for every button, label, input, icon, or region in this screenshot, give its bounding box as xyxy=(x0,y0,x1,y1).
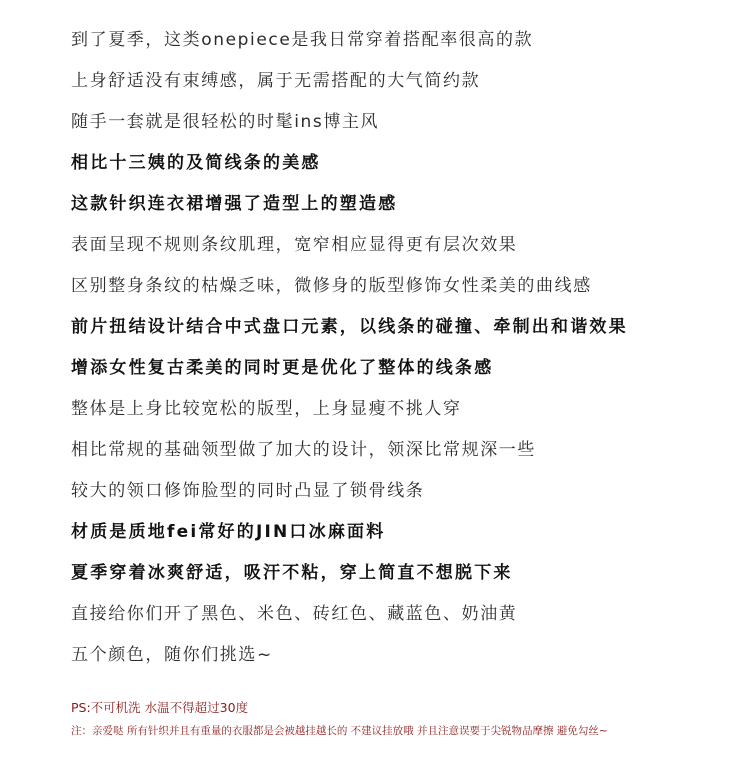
description-line-2: 上身舒适没有束缚感，属于无需搭配的大气简约款 xyxy=(71,71,481,91)
description-line-16: 五个颜色，随你们挑选~ xyxy=(71,645,273,665)
description-line-15: 直接给你们开了黑色、米色、砖红色、藏蓝色、奶油黄 xyxy=(71,604,518,624)
description-line-13: 材质是质地fei常好的JIN口冰麻面料 xyxy=(71,522,386,542)
description-line-11: 相比常规的基础领型做了加大的设计，领深比常规深一些 xyxy=(71,440,536,460)
description-line-7: 区别整身条纹的枯燥乏味，微修身的版型修饰女性柔美的曲线感 xyxy=(71,276,592,296)
care-note-warning: 注：亲爱哒 所有针织并且有重量的衣服都是会被越挂越长的 不建议挂放哦 并且注意误要于尖锐物品摩擦 避免勾丝~ xyxy=(71,725,608,737)
description-line-10: 整体是上身比较宽松的版型，上身显瘦不挑人穿 xyxy=(71,399,462,419)
care-note-ps: PS:不可机洗 水温不得超过30度 xyxy=(71,700,249,715)
description-line-5: 这款针织连衣裙增强了造型上的塑造感 xyxy=(71,194,398,214)
description-line-14: 夏季穿着冰爽舒适，吸汗不粘，穿上简直不想脱下来 xyxy=(71,563,513,583)
description-line-3: 随手一套就是很轻松的时髦ins博主风 xyxy=(71,112,380,132)
description-line-1: 到了夏季，这类onepiece是我日常穿着搭配率很高的款 xyxy=(71,30,534,50)
description-line-4: 相比十三姨的及简线条的美感 xyxy=(71,153,321,173)
description-line-9: 增添女性复古柔美的同时更是优化了整体的线条感 xyxy=(71,358,494,378)
description-line-8: 前片扭结设计结合中式盘口元素，以线条的碰撞、牵制出和谐效果 xyxy=(71,317,628,337)
description-line-6: 表面呈现不规则条纹肌理，宽窄相应显得更有层次效果 xyxy=(71,235,518,255)
description-line-12: 较大的领口修饰脸型的同时凸显了锁骨线条 xyxy=(71,481,425,501)
